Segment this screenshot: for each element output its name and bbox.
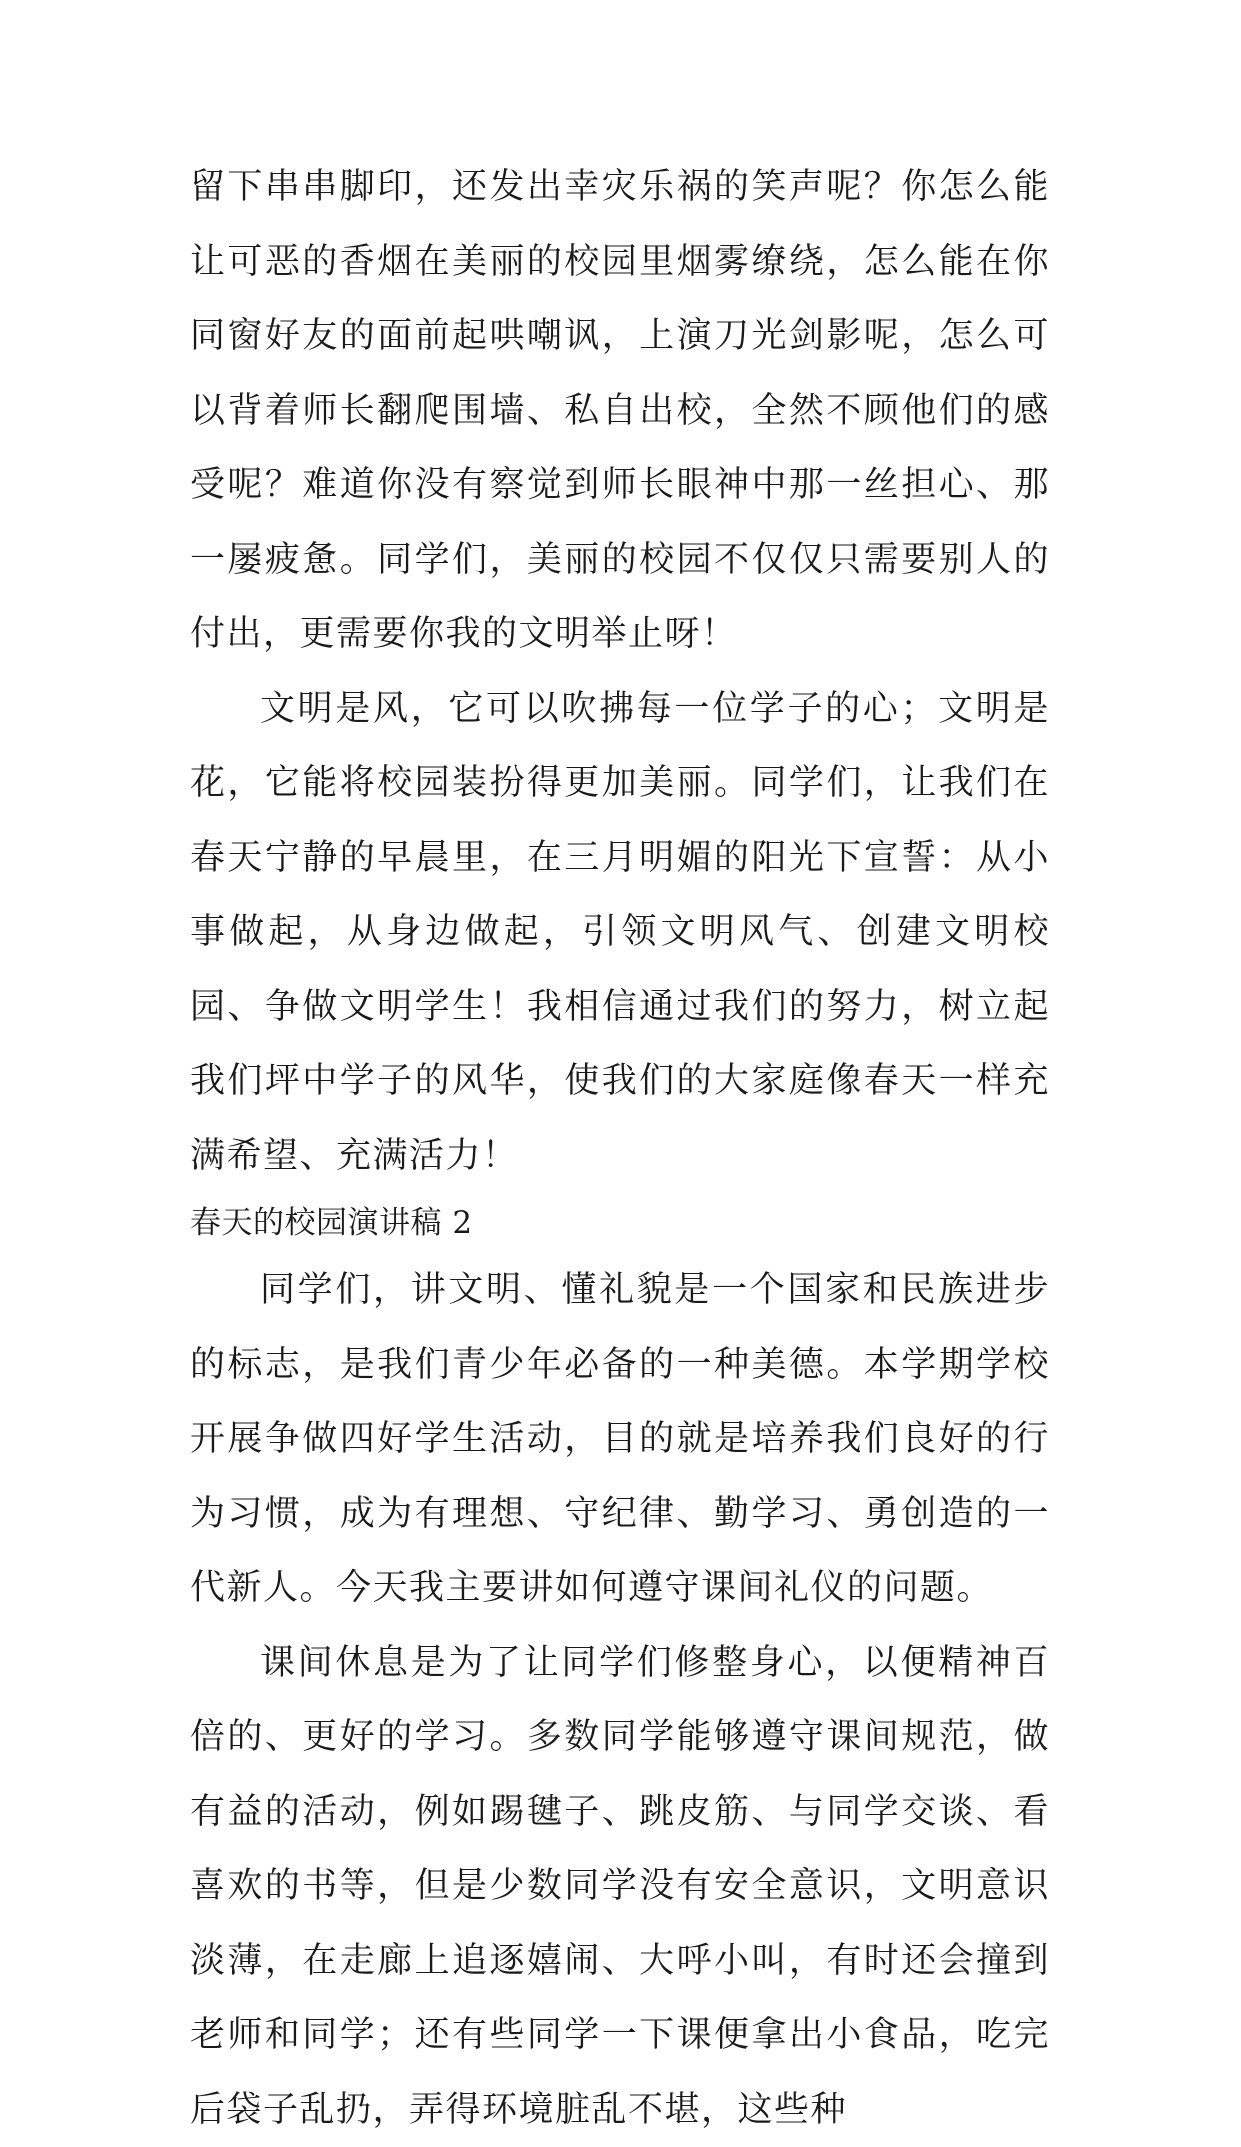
document-page (190, 150, 1050, 2147)
paragraph-recess: 课间休息是为了让同学们修整身心，以便精神百倍的、更好的学习。多数同学能够遵守课间规范，做有益的活动，例如踢毽子、跳皮筋、与同学交谈、看喜欢的书等，但是少数同学没有安全意识，文明意识淡薄，在走廊上追逐嬉闹、大呼小叫，有时还会撞到老师和同学；还有些同学一下课便拿出小食品，吃完后袋子乱扔，弄得环境脏乱不堪，这些种 (190, 1626, 1050, 2147)
paragraph-courtesy: 同学们，讲文明、懂礼貌是一个国家和民族进步的标志，是我们青少年必备的一种美德。本学期学校开展争做四好学生活动，目的就是培养我们良好的行为习惯，成为有理想、守纪律、勤学习、勇创造的一代新人。今天我主要讲如何遵守课间礼仪的问题。 (190, 1253, 1050, 1626)
section-title: 春天的校园演讲稿 2 (190, 1193, 1050, 1253)
paragraph-civility-wind: 文明是风，它可以吹拂每一位学子的心；文明是花，它能将校园装扮得更加美丽。同学们，让我们在春天宁静的早晨里，在三月明媚的阳光下宣誓：从小事做起，从身边做起，引领文明风气、创建文明校园、争做文明学生！我相信通过我们的努力，树立起我们坪中学子的风华，使我们的大家庭像春天一样充满希望、充满活力！ (190, 672, 1050, 1194)
paragraph-continuation: 留下串串脚印，还发出幸灾乐祸的笑声呢？你怎么能让可恶的香烟在美丽的校园里烟雾缭绕，怎么能在你同窗好友的面前起哄嘲讽，上演刀光剑影呢，怎么可以背着师长翻爬围墙、私自出校，全然不顾他们的感受呢？难道你没有察觉到师长眼神中那一丝担心、那一屡疲惫。同学们，美丽的校园不仅仅只需要别人的付出，更需要你我的文明举止呀！ (190, 150, 1050, 672)
